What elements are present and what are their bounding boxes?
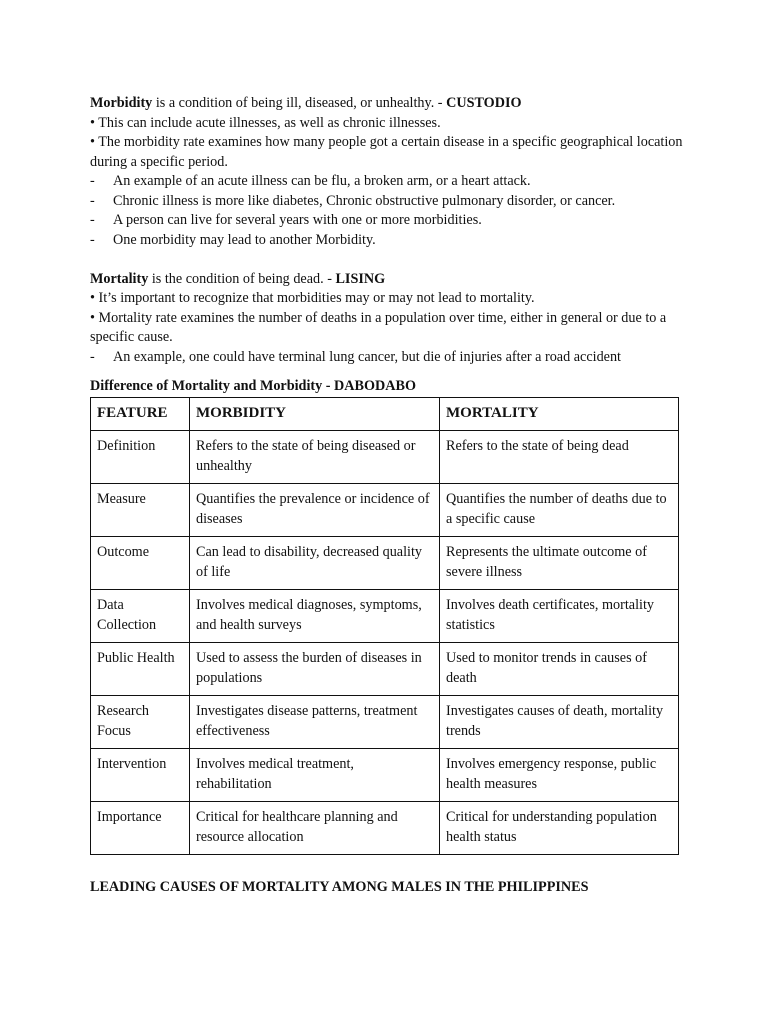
document-content — [90, 94, 690, 855]
table-row — [91, 643, 679, 696]
mortality-definition-text: is the condition of being dead. - — [148, 270, 336, 287]
mortality-dash-item: - An example, one could have terminal lung cancer, but die of injuries after a road accident — [90, 348, 690, 368]
feature-cell: Importance — [91, 802, 190, 855]
mortality-section — [90, 270, 690, 368]
morbidity-dash-item: - A person can live for several years with one or more morbidities. — [90, 211, 690, 231]
table-row — [91, 484, 679, 537]
dash-mark: - — [90, 231, 95, 248]
table-header-row — [91, 397, 679, 431]
mortality-bullet: • It’s important to recognize that morbidities may or may not lead to mortality. — [90, 290, 535, 306]
morbidity-definition — [90, 94, 690, 114]
dash-mark: - — [90, 173, 95, 189]
feature-cell: Measure — [91, 484, 190, 537]
mortality-author: LISING — [335, 270, 386, 287]
feature-cell: Public Health — [91, 643, 190, 696]
dash-mark: - — [90, 212, 95, 228]
table-row — [91, 590, 679, 643]
feature-cell: Data Collection — [91, 590, 190, 643]
feature-cell: Outcome — [91, 537, 190, 590]
comparison-table — [90, 397, 679, 856]
mortality-term: Mortality — [90, 270, 149, 287]
morbidity-cell: Used to assess the burden of diseases in populations — [190, 643, 440, 696]
mortality-cell: Involves death certificates, mortality statistics — [440, 590, 679, 643]
feature-cell: Research Focus — [91, 696, 190, 749]
dash-mark: - — [90, 192, 95, 209]
header-mortality: MORTALITY — [440, 397, 679, 431]
dash-mark: - — [90, 348, 95, 365]
morbidity-cell: Involves medical treatment, rehabilitation — [190, 749, 440, 802]
morbidity-definition-text: is a condition of being ill, diseased, or unhealthy. - — [152, 95, 447, 111]
morbidity-dash-item: - Chronic illness is more like diabetes, Chronic obstructive pulmonary disorder, or cancer. — [90, 192, 690, 212]
morbidity-term: Morbidity — [90, 95, 153, 111]
mortality-cell: Refers to the state of being dead — [440, 431, 679, 484]
table-row — [91, 749, 679, 802]
table-row — [91, 696, 679, 749]
mortality-cell: Investigates causes of death, mortality trends — [440, 696, 679, 749]
table-row — [91, 537, 679, 590]
feature-cell: Intervention — [91, 749, 190, 802]
morbidity-bullet: • The morbidity rate examines how many people got a certain disease in a specific geographical location during a specific period. — [90, 134, 683, 170]
morbidity-cell: Refers to the state of being diseased or unhealthy — [190, 431, 440, 484]
mortality-cell: Quantifies the number of deaths due to a specific cause — [440, 484, 679, 537]
morbidity-dash-item: - An example of an acute illness can be flu, a broken arm, or a heart attack. — [90, 172, 690, 192]
morbidity-dash-item: - One morbidity may lead to another Morbidity. — [90, 231, 690, 251]
mortality-definition — [90, 270, 690, 290]
table-row — [91, 431, 679, 484]
mortality-cell: Critical for understanding population health status — [440, 802, 679, 855]
morbidity-cell: Quantifies the prevalence or incidence of diseases — [190, 484, 440, 537]
morbidity-author: CUSTODIO — [446, 95, 522, 111]
table-row — [91, 802, 679, 855]
morbidity-cell: Involves medical diagnoses, symptoms, and health surveys — [190, 590, 440, 643]
section-heading: LEADING CAUSES OF MORTALITY AMONG MALES IN THE PHILIPPINES — [90, 879, 589, 895]
mortality-cell: Involves emergency response, public health measures — [440, 749, 679, 802]
morbidity-cell: Investigates disease patterns, treatment effectiveness — [190, 696, 440, 749]
table-title: Difference of Mortality and Morbidity - DABODABO — [90, 378, 417, 394]
mortality-cell: Used to monitor trends in causes of death — [440, 643, 679, 696]
morbidity-bullet: • This can include acute illnesses, as well as chronic illnesses. — [90, 114, 441, 131]
header-morbidity: MORBIDITY — [190, 397, 440, 431]
mortality-cell: Represents the ultimate outcome of severe illness — [440, 537, 679, 590]
morbidity-cell: Can lead to disability, decreased quality of life — [190, 537, 440, 590]
feature-cell: Definition — [91, 431, 190, 484]
mortality-bullet: • Mortality rate examines the number of deaths in a population over time, either in general or due to a specific cause. — [90, 309, 667, 345]
header-feature: FEATURE — [91, 397, 190, 431]
morbidity-cell: Critical for healthcare planning and resource allocation — [190, 802, 440, 855]
